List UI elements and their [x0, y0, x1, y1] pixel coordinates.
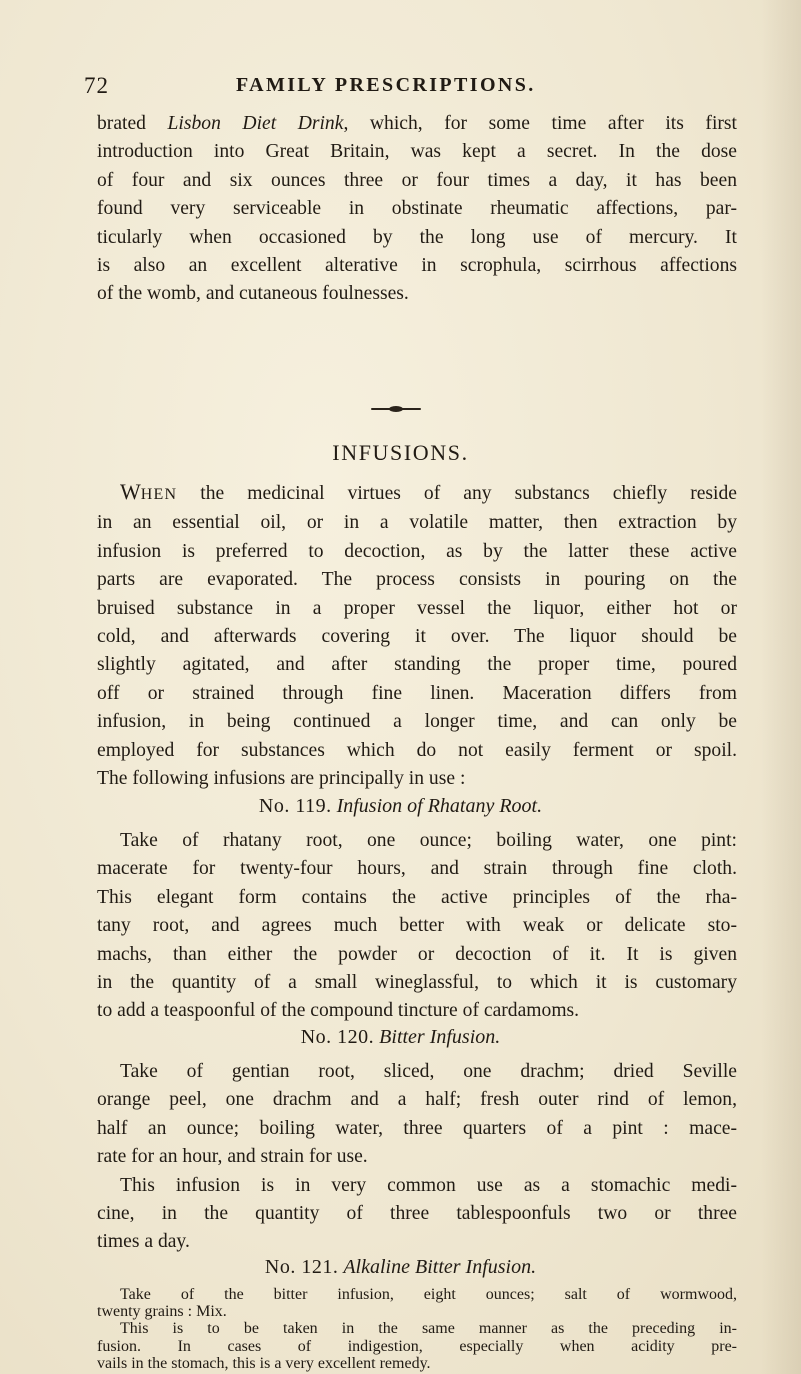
text-line: is also an excellent alterative in scrophula, scirrhous affections [97, 255, 737, 277]
text-line: macerate for twenty-four hours, and strain through fine cloth. [97, 858, 737, 880]
text-line: infusion is preferred to decoction, as by the latter these active [97, 540, 737, 562]
recipe-name: Alkaline Bitter Infusion. [343, 1256, 537, 1278]
lisbon-diet-drink-title: Lisbon Diet Drink [167, 113, 344, 134]
text-line: orange peel, one drachm and a half; fresh outer rind of lemon, [97, 1089, 737, 1111]
page-edge-shadow [761, 0, 801, 1374]
intro-paragraph [97, 110, 737, 309]
recipe-body [97, 1058, 737, 1257]
text-line: Take of gentian root, sliced, one drachm; dried Seville [120, 1061, 737, 1082]
text-line: employed for substances which do not easily ferment or spoil. [97, 739, 737, 761]
recipe-number: No. 119. [258, 795, 332, 817]
text-line: bruised substance in a proper vessel the liquor, either hot or [97, 597, 737, 619]
text-line: The following infusions are principally in use : [97, 768, 466, 790]
running-head [0, 73, 801, 103]
text-line: twenty grains : Mix. [97, 1303, 227, 1321]
section-divider [371, 407, 421, 411]
text-line: Take of the bitter infusion, eight ounces; salt of wormwood, [120, 1286, 737, 1303]
text-line: in an essential oil, or in a volatile matter, then extraction by [97, 512, 737, 534]
text-line: in the quantity of a small wineglassful, to which it is customary [97, 972, 737, 994]
recipe-number: No. 120. [300, 1026, 375, 1048]
dropcap-letter: W [120, 479, 141, 504]
text-line: fusion. In cases of indigestion, especially when acidity pre- [97, 1337, 737, 1355]
text-line: brated Lisbon Diet Drink, which, for some time after its first [97, 113, 737, 134]
text-line: found very serviceable in obstinate rheumatic affections, par- [97, 198, 737, 220]
page-number: 72 [84, 73, 109, 98]
section-title: INFUSIONS. [332, 440, 469, 465]
text-line: This is to be taken in the same manner as the preceding in- [120, 1320, 737, 1338]
text-line: of the womb, and cutaneous foulnesses. [97, 283, 409, 305]
text-line: WHEN the medicinal virtues of any substancs chiefly reside [120, 479, 737, 504]
text-line: rate for an hour, and strain for use. [97, 1146, 368, 1168]
recipe-body [97, 1286, 737, 1372]
text-line: tany root, and agrees much better with weak or delicate sto- [97, 915, 737, 937]
text-line: introduction into Great Britain, was kept a secret. In the dose [97, 141, 737, 163]
text-line: of four and six ounces three or four times a day, it has been [97, 169, 737, 191]
text-line: slightly agitated, and after standing the proper time, poured [97, 654, 737, 676]
recipe-heading [0, 1026, 801, 1049]
recipe-body [97, 827, 737, 1026]
infusions-paragraph [97, 478, 737, 793]
text-line: This elegant form contains the active principles of the rha- [97, 886, 737, 908]
smallcaps-word: HEN [140, 486, 178, 503]
text-line: machs, than either the powder or decoction of it. It is given [97, 943, 737, 965]
recipe-name: Bitter Infusion. [379, 1026, 501, 1048]
text-line: infusion, in being continued a longer time, and can only be [97, 711, 737, 733]
recipe-name: Infusion of Rhatany Root. [336, 795, 543, 817]
text-line: cine, in the quantity of three tablespoonfuls two or three [97, 1203, 737, 1225]
recipe-number: No. 121. [264, 1256, 339, 1278]
text-line: Take of rhatany root, one ounce; boiling water, one pint: [120, 830, 737, 851]
text-line: half an ounce; boiling water, three quarters of a pint : mace- [97, 1117, 737, 1139]
text-line: ticularly when occasioned by the long use of mercury. It [97, 226, 737, 248]
text-line: cold, and afterwards covering it over. The liquor should be [97, 626, 737, 648]
text-line: to add a teaspoonful of the compound tincture of cardamoms. [97, 1000, 580, 1022]
text-line: vails in the stomach, this is a very excellent remedy. [97, 1354, 431, 1372]
text-line: times a day. [97, 1231, 190, 1253]
text-line: This infusion is in very common use as a stomachic medi- [120, 1174, 737, 1196]
recipe-heading [0, 795, 801, 818]
text-line: off or strained through fine linen. Maceration differs from [97, 682, 737, 704]
running-title: FAMILY PRESCRIPTIONS. [236, 74, 536, 96]
text-line: parts are evaporated. The process consists in pouring on the [97, 569, 737, 591]
recipe-heading [0, 1256, 801, 1279]
